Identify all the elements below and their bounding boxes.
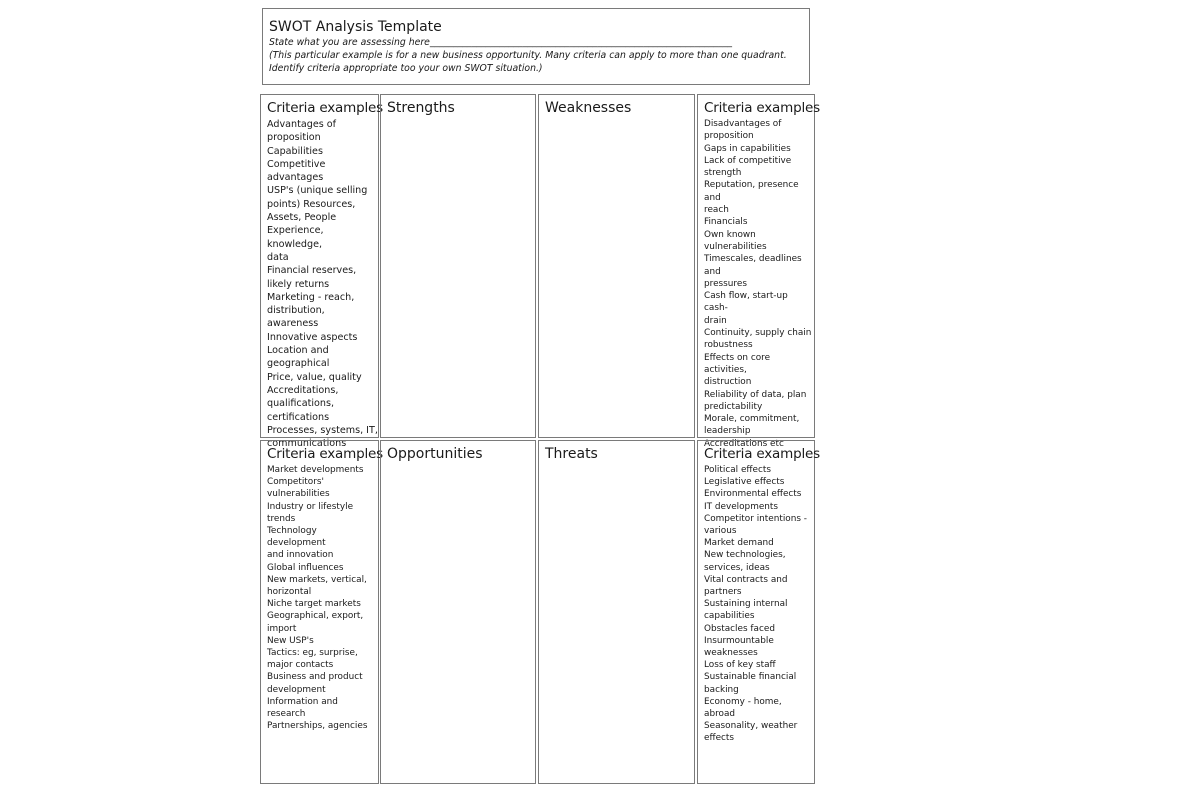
criteria-item: trends: [267, 513, 296, 524]
criteria-item: services, ideas: [704, 562, 770, 573]
criteria-item: proposition: [267, 132, 321, 144]
criteria-item: communications: [267, 438, 347, 450]
criteria-item: drain: [704, 315, 727, 326]
criteria-item: Accreditations etc: [704, 438, 784, 449]
opportunities-criteria-box: [260, 440, 383, 784]
criteria-item: Competitive: [267, 158, 326, 170]
criteria-item: robustness: [704, 340, 753, 351]
criteria-item: Market developments: [267, 465, 364, 475]
criteria-item: Technology development: [267, 526, 326, 549]
criteria-item: New technologies,: [704, 550, 786, 561]
criteria-item: Sustainable financial: [704, 672, 797, 683]
criteria-item: Business and product: [267, 672, 363, 683]
criteria-item: weaknesses: [704, 648, 758, 659]
criteria-item: Environmental effects: [704, 489, 802, 500]
criteria-item: points) Resources,: [267, 198, 356, 210]
assess-line: State what you are assessing here_________________________________________________________________: [269, 37, 733, 48]
criteria-item: Effects on core activities,: [704, 352, 771, 375]
criteria-item: Accreditations,: [267, 384, 339, 396]
criteria-item: Market demand: [704, 538, 774, 549]
template-header: [262, 8, 810, 85]
criteria-item: Lack of competitive: [704, 155, 792, 166]
criteria-item: Cash flow, start-up cash-: [704, 291, 788, 314]
criteria-heading: Criteria examples: [704, 446, 820, 462]
criteria-item: Marketing - reach,: [267, 291, 355, 303]
criteria-item: development: [267, 684, 326, 695]
criteria-item: Information and research: [267, 696, 338, 720]
threats-box[interactable]: [538, 440, 695, 784]
criteria-item: Financials: [704, 217, 748, 228]
criteria-item: strength: [704, 168, 742, 179]
criteria-item: Timescales, deadlines and: [704, 254, 802, 277]
criteria-item: Sustaining internal: [704, 599, 788, 610]
strengths-criteria-box: [260, 94, 383, 450]
criteria-item: Advantages of: [267, 119, 337, 130]
criteria-item: Reputation, presence and: [704, 180, 799, 203]
criteria-item: New USP's: [267, 635, 314, 646]
criteria-item: Financial reserves,: [267, 265, 357, 277]
page-title: SWOT Analysis Template: [269, 19, 442, 35]
criteria-item: Tactics: eg, surprise,: [267, 648, 358, 659]
criteria-item: Assets, People: [267, 212, 337, 224]
criteria-item: distruction: [704, 377, 752, 388]
opportunities-criteria-list: [267, 464, 378, 732]
criteria-item: Legislative effects: [704, 477, 785, 488]
criteria-heading: Criteria examples: [267, 100, 383, 116]
criteria-item: various: [704, 526, 737, 537]
criteria-item: Price, value, quality: [267, 371, 362, 383]
criteria-item: Processes, systems, IT,: [267, 424, 378, 436]
criteria-item: Seasonality, weather: [704, 721, 798, 732]
criteria-item: Location and: [267, 345, 329, 357]
criteria-item: Obstacles faced: [704, 623, 775, 634]
criteria-item: Gaps in capabilities: [704, 143, 791, 154]
note-line-1: (This particular example is for a new business opportunity. Many criteria can apply to more than one quadrant.: [269, 50, 787, 61]
criteria-item: vulnerabilities: [704, 241, 767, 252]
weaknesses-box[interactable]: [538, 94, 695, 438]
criteria-item: Morale, commitment,: [704, 414, 800, 425]
strengths-criteria-list: [267, 118, 378, 450]
criteria-item: Geographical, export,: [267, 611, 364, 622]
threats-heading: Threats: [545, 446, 598, 462]
criteria-item: Continuity, supply chain: [704, 328, 812, 339]
threats-criteria-box: [697, 440, 820, 784]
criteria-item: leadership: [704, 426, 751, 437]
criteria-item: data: [267, 251, 289, 263]
criteria-item: pressures: [704, 278, 747, 289]
criteria-item: advantages: [267, 172, 324, 184]
criteria-item: Experience, knowledge,: [267, 225, 324, 250]
criteria-item: IT developments: [704, 501, 779, 512]
criteria-item: Insurmountable: [704, 635, 774, 646]
criteria-item: predictability: [704, 401, 763, 412]
weaknesses-heading: Weaknesses: [545, 100, 632, 116]
criteria-item: vulnerabilities: [267, 489, 330, 500]
criteria-heading: Criteria examples: [704, 100, 820, 116]
criteria-item: capabilities: [704, 611, 755, 622]
criteria-item: Loss of key staff: [704, 660, 776, 671]
criteria-item: Competitor intentions -: [704, 513, 807, 524]
threats-criteria-list: [704, 464, 814, 745]
criteria-item: import: [267, 623, 297, 634]
criteria-item: distribution, awareness: [267, 305, 325, 330]
weaknesses-criteria-box: [697, 94, 820, 449]
opportunities-heading: Opportunities: [387, 446, 483, 462]
opportunities-box[interactable]: [380, 440, 536, 784]
criteria-item: Industry or lifestyle: [267, 501, 354, 512]
criteria-item: Political effects: [704, 465, 771, 475]
criteria-item: Vital contracts and: [704, 574, 788, 585]
criteria-item: and innovation: [267, 550, 334, 561]
criteria-item: Own known: [704, 229, 756, 240]
criteria-item: Capabilities: [267, 145, 323, 157]
criteria-item: New markets, vertical,: [267, 574, 367, 585]
criteria-item: Disadvantages of: [704, 119, 782, 129]
criteria-item: proposition: [704, 131, 754, 142]
criteria-item: Niche target markets: [267, 599, 361, 610]
criteria-item: horizontal: [267, 587, 312, 598]
criteria-item: Partnerships, agencies: [267, 721, 368, 732]
strengths-heading: Strengths: [387, 100, 455, 116]
criteria-item: Economy - home, abroad: [704, 696, 782, 720]
criteria-heading: Criteria examples: [267, 446, 383, 462]
criteria-item: USP's (unique selling: [267, 185, 368, 197]
criteria-item: Innovative aspects: [267, 331, 358, 343]
criteria-item: qualifications,: [267, 398, 335, 410]
criteria-item: reach: [704, 205, 729, 216]
criteria-item: effects: [704, 733, 735, 744]
criteria-item: likely returns: [267, 278, 330, 290]
weaknesses-criteria-list: [704, 118, 814, 450]
criteria-item: major contacts: [267, 660, 334, 671]
criteria-item: backing: [704, 684, 739, 695]
note-line-2: Identify criteria appropriate too your own SWOT situation.): [269, 63, 543, 74]
criteria-item: Competitors': [267, 477, 324, 488]
criteria-item: Global influences: [267, 562, 344, 573]
criteria-item: geographical: [267, 358, 330, 370]
criteria-item: partners: [704, 587, 742, 598]
criteria-item: Reliability of data, plan: [704, 389, 807, 400]
criteria-item: certifications: [267, 411, 330, 423]
strengths-box[interactable]: [380, 94, 536, 438]
